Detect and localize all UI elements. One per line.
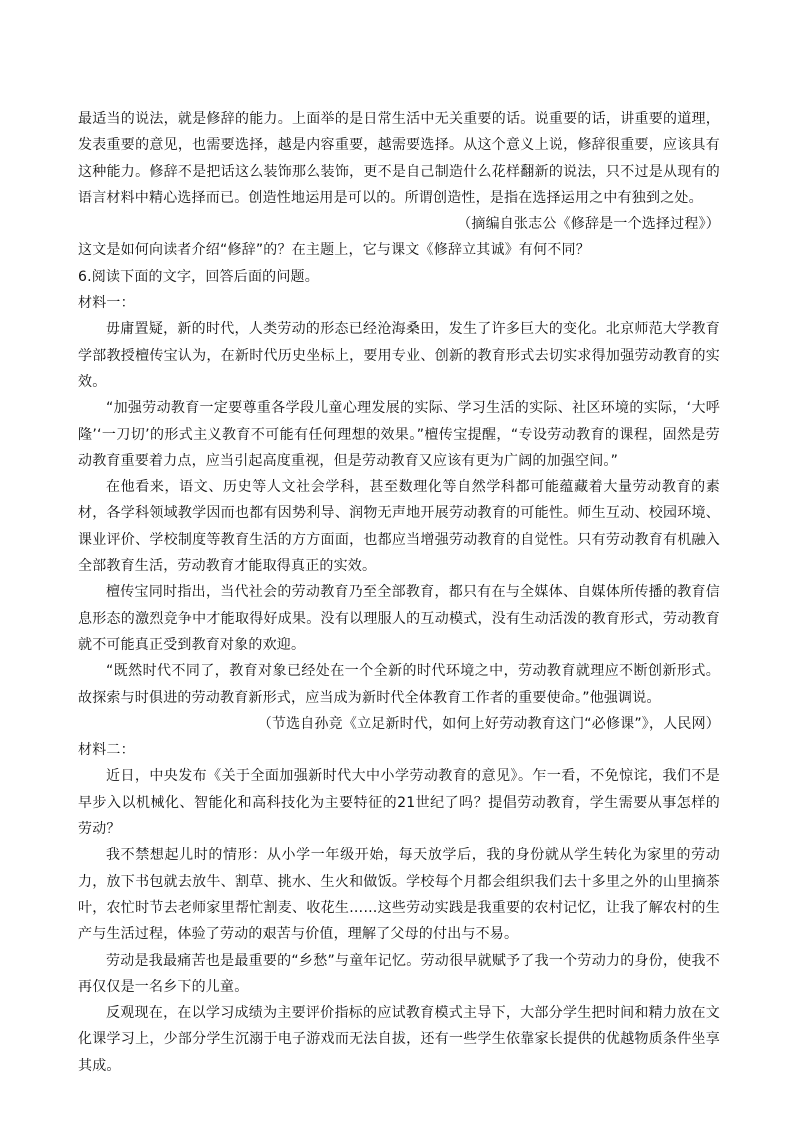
question-6-heading: 6.阅读下面的文字，回答后面的问题。 [78, 268, 319, 285]
material-two-para-1: 近日，中央发布《关于全面加强新时代大中小学劳动教育的意见》。乍一看，不免惊诧，我们不是早步入以机械化、智能化和高科技化为主要特征的21世纪了吗？提倡劳动教育，学生需要从事怎样的劳动？ [78, 768, 720, 838]
material-one-para-2: “加强劳动教育一定要尊重各学段儿童心理发展的实际、学习生活的实际、社区环境的实际，‘大呼隆’‘一刀切’的形式主义教育不可能有任何理想的效果。”檀传宝提醒，“专设劳动教育的课程，固然是劳动教育重要着力点，应当引起高度重视，但是劳动教育又应该有更为广阔的加强空间。” [78, 400, 720, 469]
source-citation-sun: （节选自孙竞《立足新时代，如何上好劳动教育这门“必修课”》，人民网） [257, 715, 720, 732]
material-two-para-4: 反观现在，在以学习成绩为主要评价指标的应试教育模式主导下，大部分学生把时间和精力放在文化课学习上，少部分学生沉溺于电子游戏而无法自拔，还有一些学生依靠家长提供的优越物质条件坐享其成。 [78, 1005, 720, 1074]
material-one-para-1: 毋庸置疑，新的时代，人类劳动的形态已经沧海桑田，发生了许多巨大的变化。北京师范大学教育学部教授檀传宝认为，在新时代历史坐标上，要用专业、创新的教育形式去切实求得加强劳动教育的实效。 [78, 321, 720, 390]
material-two-para-2: 我不禁想起儿时的情形：从小学一年级开始，每天放学后，我的身份就从学生转化为家里的劳动力，放下书包就去放牛、割草、挑水、生火和做饭。学校每个月都会组织我们去十多里之外的山里摘茶叶，农忙时节去老师家里帮忙割麦、收花生……这些劳动实践是我重要的农村记忆，让我了解农村的生产与生活过程，体验了劳动的艰苦与价值，理解了父母的付出与不易。 [78, 847, 720, 943]
material-one-para-5: “既然时代不同了，教育对象已经处在一个全新的时代环境之中，劳动教育就理应不断创新形式。故探索与时俱进的劳动教育新形式，应当成为新时代全体教育工作者的重要使命。”他强调说。 [78, 663, 720, 706]
paragraph-modification-ability: 最适当的说法，就是修辞的能力。上面举的是日常生活中无关重要的话。说重要的话，讲重要的道理，发表重要的意见，也需要选择，越是内容重要，越需要选择。从这个意义上说，修辞很重要，应该具有这种能力。修辞不是把话这么装饰那么装饰，更不是自己制造什么花样翻新的说法，只不过是从现有的语言材料中精心选择而已。创造性地运用是可以的。所谓创造性，是指在选择运用之中有独到之处。 [78, 111, 720, 206]
material-two-label: 材料二： [78, 742, 135, 759]
material-one-para-3: 在他看来，语文、历史等人文社会学科，甚至数理化等自然学科都可能蕴藏着大量劳动教育的素材，各学科领域教学因而也都有因势利导、润物无声地开展劳动教育的可能性。师生互动、校园环境、课业评价、学校制度等教育生活的方方面面，也都应当增强劳动教育的自觉性。只有劳动教育有机融入全部教育生活，劳动教育才能取得真正的实效。 [78, 479, 720, 575]
question-line: 这文是如何向读者介绍“修辞”的？在主题上，它与课文《修辞立其诚》有何不同？ [78, 242, 590, 259]
material-two-para-3: 劳动是我最痛苦也是最重要的“乡愁”与童年记忆。劳动很早就赋予了我一个劳动力的身份，使我不再仅仅是一名乡下的儿童。 [78, 952, 720, 995]
source-citation-zhang: （摘编自张志公《修辞是一个选择过程》） [457, 216, 720, 233]
material-one-label: 材料一： [78, 295, 135, 312]
document-page [78, 106, 720, 1079]
material-one-para-4: 檀传宝同时指出，当代社会的劳动教育乃至全部教育，都只有在与全媒体、自媒体所传播的教育信息形态的激烈竞争中才能取得好成果。没有以理服人的互动模式，没有生动活泼的教育形式，劳动教育就不可能真正受到教育对象的欢迎。 [78, 584, 720, 653]
